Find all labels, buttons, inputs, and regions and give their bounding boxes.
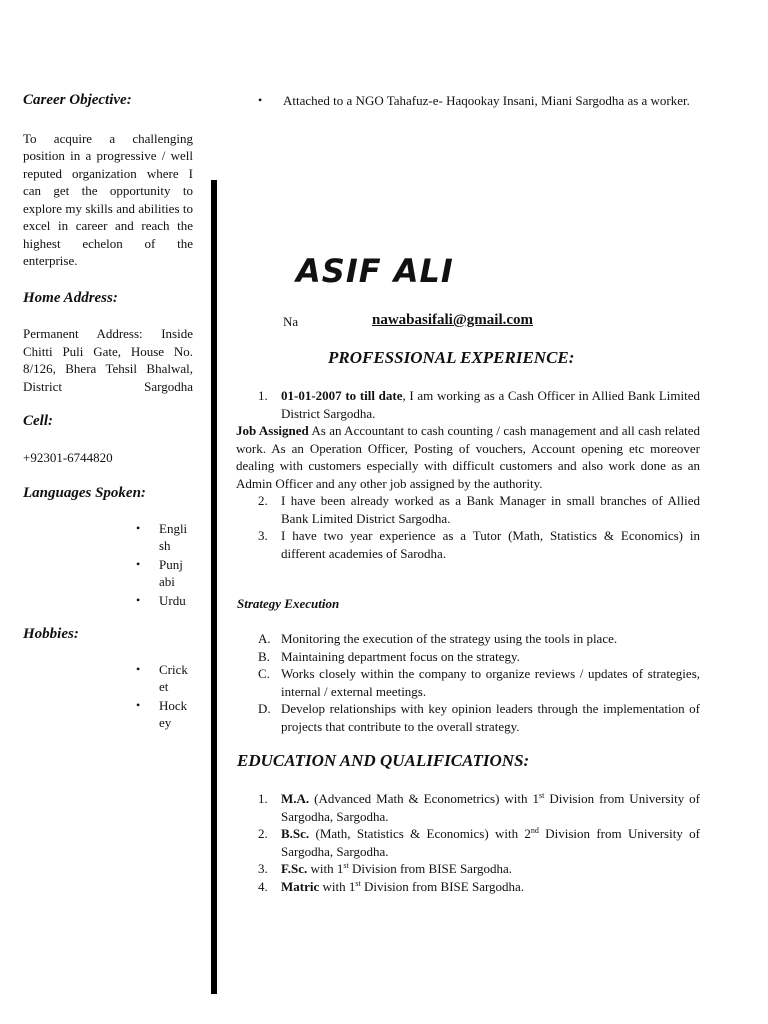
education-item [236,860,700,878]
education-item [236,790,700,825]
item-number: 4. [258,878,268,894]
experience-list-part1 [236,387,700,422]
strategy-item [236,700,700,735]
strategy-section [236,630,700,735]
education-section [236,790,700,895]
education-text: (Math, Statistics & Economics) with 2 [309,826,531,841]
experience-item [236,492,700,527]
job-assigned-text: As an Accountant to cash counting / cash management and all cash related work. As an Operation Officer, Posting of vouchers, Account opening etc moreover dealing with customers especially with difficult customers and also work done as an Admin Officer and any other job assigned by the authority. [236,423,700,491]
experience-list-part2 [236,492,700,562]
item-letter: D. [258,701,271,716]
experience-item [236,527,700,562]
degree-name: F.Sc. [281,861,308,876]
contact-label: Na [283,314,299,329]
hobbies-heading: Hobbies: [23,626,79,642]
education-text: Division from BISE Sargodha. [360,878,525,894]
strategy-item [236,648,700,666]
career-objective-text: To acquire a challenging position in a progressive / well reputed organization where I can get the opportunity to explore my skills and abilities to excel in career and reach the highest echelon of the enterprise. [23,130,193,268]
languages-heading: Languages Spoken: [23,485,146,501]
strategy-text: Monitoring the execution of the strategy using the tools in place. [281,631,618,646]
home-address-text: Permanent Address: Inside Chitti Puli Gate, House No. 8/126, Bhera Tehsil Bhalwal, District Sargodha [23,326,193,394]
hobby-item: • Crick et [136,661,195,696]
experience-text: I have two year experience as a Tutor (Math, Statistics & Economics) in different academies of Sarodha. [281,528,700,561]
item-letter: A. [258,631,271,646]
strategy-item [236,630,700,648]
email-link[interactable]: nawabasifali@gmail.com [372,312,534,328]
strategy-text: Develop relationships with key opinion leaders through the implementation of projects that contribute to the overall strategy. [281,701,700,734]
cell-number: +92301-6744820 [23,449,113,465]
degree-name: Matric [281,878,320,894]
ngo-item [258,92,702,110]
job-assigned-paragraph [236,422,700,492]
education-text: (Advanced Math & Econometrics) with 1 [309,791,539,806]
experience-section [236,387,700,562]
column-divider [211,180,217,994]
ordinal-suffix: st [539,791,545,800]
education-text: Division from University of Sargodha, Sargodha. [281,791,700,824]
education-text: Division from BISE Sargodha. [348,861,513,876]
left-column [23,92,193,733]
education-text: with 1 [307,861,344,876]
item-number: 1. [258,388,268,403]
item-number: 2. [258,493,268,508]
item-letter: B. [258,648,270,664]
experience-text: I have been already worked as a Bank Manager in small branches of Allied Bank Limited District Sargodha. [281,493,700,526]
experience-heading: PROFESSIONAL EXPERIENCE: [328,348,575,367]
ngo-text: Attached to a NGO Tahafuz-e- Haqookay Insani, Miani Sargodha as a worker. [283,93,690,108]
strategy-text: Maintaining department focus on the strategy. [281,648,520,664]
ordinal-suffix: st [343,861,349,870]
item-number: 3. [258,861,268,876]
education-heading: EDUCATION AND QUALIFICATIONS: [237,751,530,770]
bullet-icon: • [258,93,263,107]
strategy-heading: Strategy Execution [237,596,340,611]
education-item [236,878,700,896]
item-number: 2. [258,826,268,841]
home-address-heading: Home Address: [23,289,118,306]
education-text: Division from University of Sargodha, Sargodha. [281,826,700,859]
ordinal-suffix: nd [530,826,539,835]
cell-heading: Cell: [23,413,53,429]
strategy-list [236,630,700,735]
ordinal-suffix: st [355,878,361,888]
hobbies-list [136,661,193,732]
language-item: • Punj abi [136,556,195,591]
job-assigned-label: Job Assigned [236,423,309,438]
experience-text: , I am working as a Cash Officer in Allied Bank Limited District Sargodha. [281,388,700,421]
language-item: • Urdu [136,592,195,610]
education-list [236,790,700,895]
education-text: with 1 [319,878,356,894]
experience-date: 01-01-2007 to till date [281,388,403,403]
degree-name: M.A. [281,791,310,806]
languages-list [136,520,193,610]
strategy-item [236,665,700,700]
degree-name: B.Sc. [281,826,310,841]
career-objective-heading: Career Objective: [23,92,132,108]
education-item [236,825,700,860]
experience-item [236,387,700,422]
item-number: 3. [258,528,268,543]
candidate-name: ASIF ALI [296,252,454,290]
strategy-text: Works closely within the company to organize reviews / updates of strategies, internal / external meetings. [281,666,700,699]
item-number: 1. [258,791,268,806]
hobby-item: • Hock ey [136,697,195,732]
language-item: • Engli sh [136,520,195,555]
item-letter: C. [258,666,270,681]
